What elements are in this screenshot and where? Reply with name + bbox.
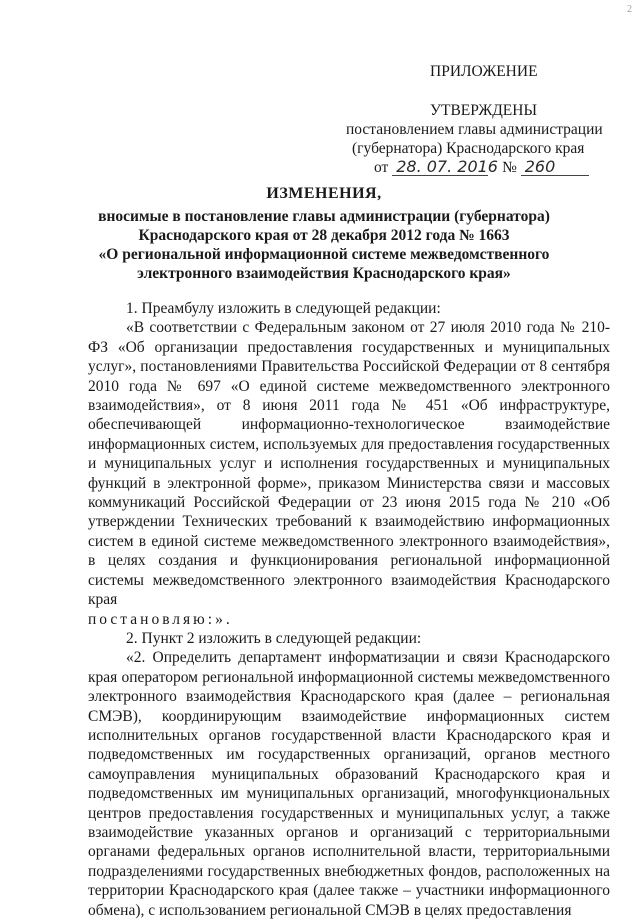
handwritten-number: 260 xyxy=(521,158,589,176)
approval-line-1: постановлением главы администрации xyxy=(346,121,603,138)
paragraph-1: 1. Преамбулу изложить в следующей редакции: xyxy=(126,300,441,317)
paragraph-4: «2. Определить департамент информатизации и связи Краснодарского края оператором региональной информационной системы межведомственного электронного взаимодействия Краснодарского края (далее – региональная СМЭВ), координирующим взаимодействие информационных систем исполнительных органов государственной власти Краснодарского края и подведомственных им государственных организаций, органов местного самоуправления муниципальных образований Краснодарского края и подведомственных им муниципальных организаций, многофункциональных центров предоставления государственных и муниципальных услуг, а также взаимодействие указанных органов и организаций с территориальными органами федеральных органов исполнительной власти, территориальными подразделениями государственных внебюджетных фондов, расположенных на территории Краснодарского края (далее также – участники информационного обмена), с использованием региональной СМЭВ в целях предоставления xyxy=(88,649,610,919)
paragraph-3: 2. Пункт 2 изложить в следующей редакции: xyxy=(126,629,422,647)
date-prefix: от xyxy=(374,159,389,176)
document-title xyxy=(60,184,588,283)
title-line-2: Краснодарского края от 28 декабря 2012 года № 1663 xyxy=(138,227,510,244)
title-line-4: электронного взаимодействия Краснодарского края» xyxy=(137,265,511,282)
title-line-1: вносимые в постановление главы администрации (губернатора) xyxy=(98,208,550,225)
appendix-label: ПРИЛОЖЕНИЕ xyxy=(430,63,538,80)
title-line-3: «О региональной информационной системе межведомственного xyxy=(98,246,550,263)
handwritten-date: 28. 07. 2016 xyxy=(392,158,488,176)
number-prefix: № xyxy=(502,159,517,176)
paragraph-2: «В соответствии с Федеральным законом от 27 июля 2010 года № 210-ФЗ «Об организации предоставления государственных и муниципальных услуг», постановлениями Правительства Российской Федерации от 8 сентября 2010 года № 697 «О единой системе межведомственного электронного взаимодействия», от 8 июня 2011 года № 451 «Об инфраструктуре, обеспечивающей информационно-технологическое взаимодействие информационных систем, используемых для предоставления государственных и муниципальных услуг и исполнения государственных и муниципальных функций в электронной форме», приказом Министерства связи и массовых коммуникаций Российской Федерации от 23 июня 2015 года № 210 «Об утверждении Технических требований к взаимодействию информационных систем в единой системе межведомственного электронного взаимодействия», в целях создания и функционирования региональной информационной системы межведомственного электронного взаимодействия Краснодарского края xyxy=(88,319,610,609)
page-number: 2 xyxy=(627,4,632,15)
approval-date-line xyxy=(374,158,596,177)
document-body xyxy=(88,299,610,920)
title-main: ИЗМЕНЕНИЯ, xyxy=(266,185,382,202)
approval-line-2: (губернатора) Краснодарского края xyxy=(352,140,585,157)
approved-label: УТВЕРЖДЕНЫ xyxy=(430,102,537,119)
approval-stamp xyxy=(346,62,603,177)
paragraph-2-end: постановляю:». xyxy=(88,610,233,628)
